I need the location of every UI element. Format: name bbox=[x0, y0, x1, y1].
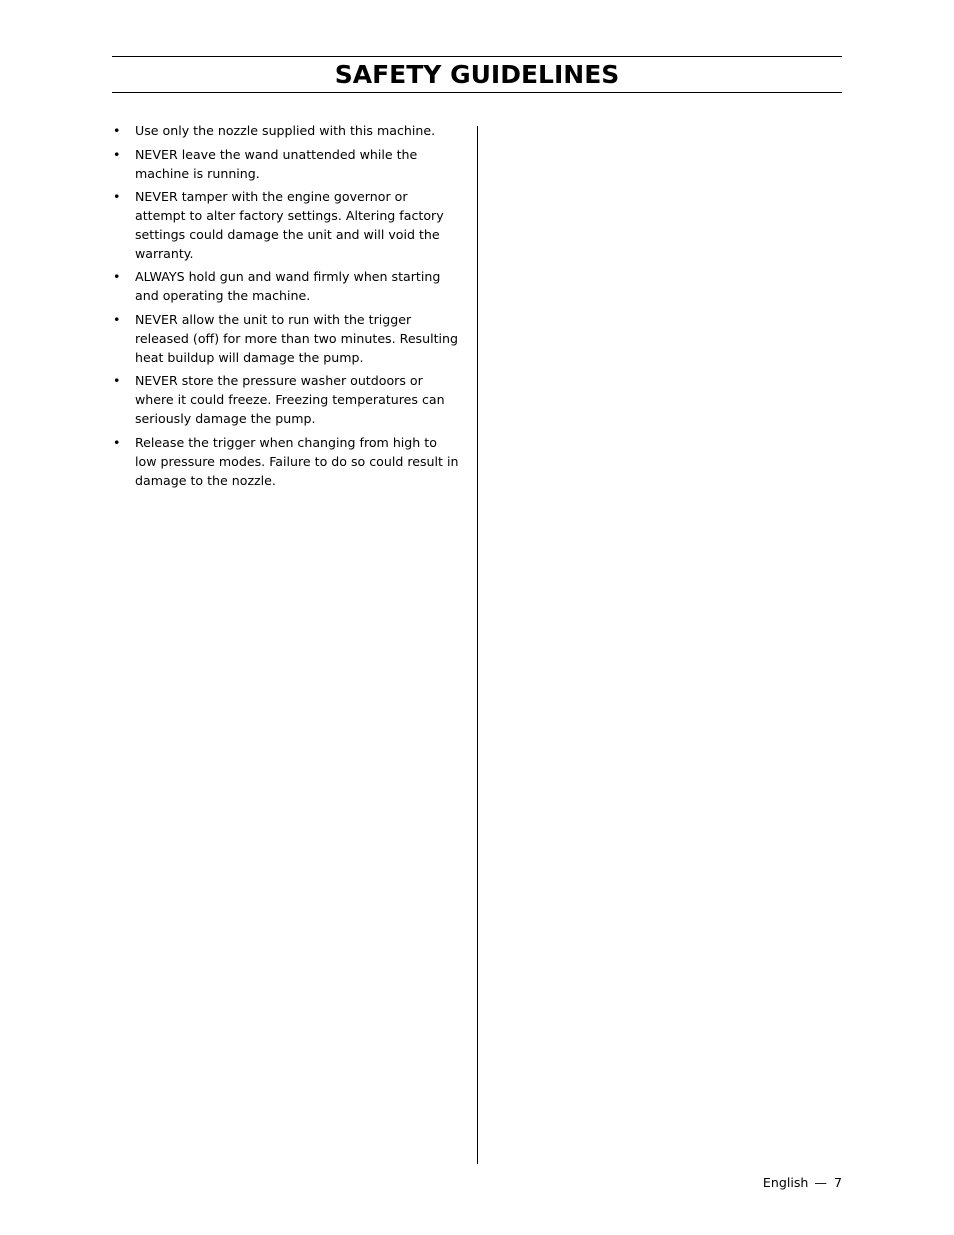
footer-language: English bbox=[762, 1175, 809, 1190]
list-item bbox=[112, 311, 462, 368]
guideline-text: ALWAYS hold gun and wand firmly when starting and operating the machine. bbox=[135, 269, 441, 304]
page-title: SAFETY GUIDELINES bbox=[334, 60, 620, 89]
column-divider bbox=[477, 126, 478, 1164]
bullet-icon: • bbox=[113, 189, 121, 205]
guideline-text: NEVER allow the unit to run with the trigger released (off) for more than two minutes. Resulting heat buildup will damage the pump. bbox=[135, 311, 459, 365]
list-item bbox=[112, 434, 462, 491]
guideline-text: NEVER leave the wand unattended while the machine is running. bbox=[135, 146, 418, 181]
list-item bbox=[112, 188, 462, 264]
page-number: 7 bbox=[833, 1175, 842, 1190]
page-footer bbox=[763, 1174, 842, 1192]
header-bottom-rule bbox=[112, 92, 842, 93]
bullet-icon: • bbox=[113, 123, 121, 138]
list-item bbox=[112, 372, 462, 429]
bullet-icon: • bbox=[113, 434, 121, 450]
guideline-text: NEVER store the pressure washer outdoors or where it could freeze. Freezing temperatures can seriously damage the pump. bbox=[135, 373, 445, 427]
list-item bbox=[112, 122, 462, 141]
list-item bbox=[112, 268, 462, 306]
footer-separator: — bbox=[814, 1175, 827, 1190]
safety-guidelines-list bbox=[112, 122, 462, 495]
list-item bbox=[112, 146, 462, 184]
bullet-icon: • bbox=[113, 373, 121, 389]
guideline-text: Use only the nozzle supplied with this machine. bbox=[135, 123, 436, 138]
bullet-icon: • bbox=[113, 146, 121, 162]
guideline-text: Release the trigger when changing from high to low pressure modes. Failure to do so could result in damage to the nozzle. bbox=[135, 434, 459, 488]
bullet-icon: • bbox=[113, 269, 121, 285]
guideline-text: NEVER tamper with the engine governor or attempt to alter factory settings. Altering factory settings could damage the unit and will void the warranty. bbox=[135, 189, 444, 261]
bullet-icon: • bbox=[113, 311, 121, 327]
